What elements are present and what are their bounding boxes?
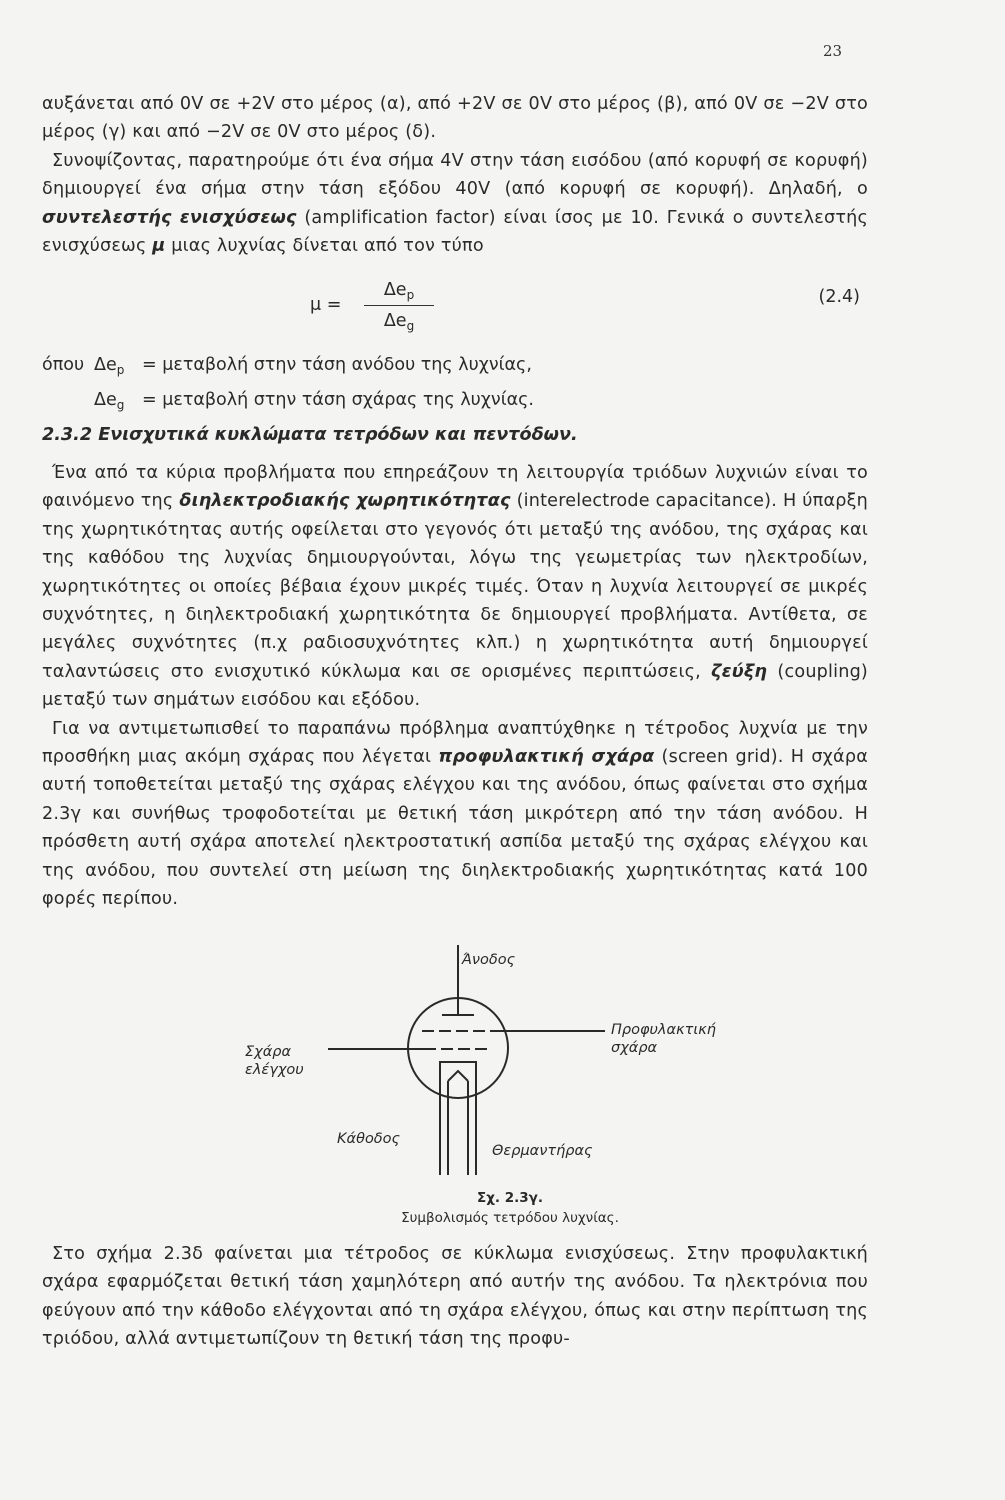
label-anode: Άνοδος [462,952,516,968]
figure-caption [300,1188,720,1228]
term-amplification-factor: συντελεστής ενισχύσεως [42,207,297,228]
label-cathode: Κάθοδος [337,1131,401,1147]
equation-lhs: μ = [310,295,342,315]
equation-definitions [42,350,534,420]
page-number: 23 [823,42,843,60]
definition-row: όπου $\Delta e_p$ = μεταβολή στην τάση ανόδου της λυχνίας, [42,355,532,377]
label-screen-grid: Προφυλακτική σχάρα [611,1022,716,1056]
paragraph-2: Συνοψίζοντας, παρατηρούμε ότι ένα σήμα 4V στην τάση εισόδου (από κορυφή σε κορυφή) δημιουργεί ένα σήμα στην τάση εξόδου 40V (από κορυφή σε κορυφή). Δηλαδή, ο συντελεστής ενισχύσεως (amplification factor) είναι ίσος με 10. Γενικά ο συντελεστής ενισχύσεως μ μιας λυχνίας δίνεται από τον τύπο [42,150,868,257]
term-screen-grid: προφυλακτική σχάρα [438,747,655,768]
tetrode-figure [230,945,750,1185]
label-control-grid: Σχάρα ελέγχου [245,1044,304,1078]
label-heater: Θερμαντήρας [492,1143,593,1159]
equation-fraction [358,275,440,336]
cathode [440,1062,476,1070]
definition-row: $\Delta e_g$ = μεταβολή στην τάση σχάρας της λυχνίας. [94,390,534,412]
paragraph-3: Ένα από τα κύρια προβλήματα που επηρεάζουν τη λειτουργία τριόδων λυχνιών είναι το φαινόμενο της διηλεκτροδιακής χωρητικότητας (interelectrode capacitance). Η ύπαρξη της χωρητικότητας αυτής οφείλεται στο γεγονός ότι μεταξύ της ανόδου, της σχάρας και της καθόδου της λυχνίας δημιουργούνται, λόγω της γεωμετρίας των ηλεκτροδίων, χωρητικότητες οι οποίες βέβαια έχουν μικρές τιμές. Όταν η λυχνία λειτουργεί σε μικρές συχνότητες, η διηλεκτροδιακή χωρητικότητα δε δημιουργεί προβλήματα. Αντίθετα, σε μεγάλες συχνότητες (π.χ ραδιοσυχνότητες κλπ.) η χωρητικότητα αυτή δημιουργεί ταλαντώσεις στο ενισχυτικό κύκλωμα και σε ορισμένες περιπτώσεις, ζεύξη (coupling) μεταξύ των σημάτων εισόδου και εξόδου. [42,463,868,711]
term-interelectrode-capacitance: διηλεκτροδιακής χωρητικότητας [179,491,511,512]
equation-denominator: $\Delta e_g$ [383,311,415,333]
term-coupling: ζεύξη [711,661,768,682]
heater [448,1071,468,1081]
closing-text [42,1240,868,1354]
paragraph-1: αυξάνεται από 0V σε +2V στο μέρος (α), από +2V σε 0V στο μέρος (β), από 0V σε −2V στο μέρος (γ) και από −2V σε 0V στο μέρος (δ). [42,94,868,143]
section-body [42,459,868,914]
figure-caption-text: Συμβολισμός τετρόδου λυχνίας. [401,1210,619,1226]
paragraph-5: Στο σχήμα 2.3δ φαίνεται μια τέτροδος σε κύκλωμα ενισχύσεως. Στην προφυλακτική σχάρα εφαρμόζεται θετική τάση χαμηλότερη από αυτήν της ανόδου. Τα ηλεκτρόνια που φεύγουν από την κάθοδο ελέγχονται από τη σχάρα ελέγχου, όπως και στην περίπτωση της τριόδου, αλλά αντιμετωπίζουν τη θετική τάση της προφυ- [42,1244,868,1350]
equation-2-4 [300,275,870,345]
section-heading: 2.3.2 Ενισχυτικά κυκλώματα τετρόδων και πεντόδων. [42,425,578,445]
figure-number: Σχ. 2.3γ. [477,1190,543,1206]
paragraph-4: Για να αντιμετωπισθεί το παραπάνω πρόβλημα αναπτύχθηκε η τέτροδος λυχνία με την προσθήκη μιας ακόμη σχάρας που λέγεται προφυλακτική σχάρα (screen grid). Η σχάρα αυτή τοποθετείται μεταξύ της σχάρας ελέγχου και της ανόδου, όπως φαίνεται στο σχήμα 2.3γ και συνήθως τροφοδοτείται με θετική τάση μικρότερη από την τάση ανόδου. Η πρόσθετη αυτή σχάρα αποτελεί ηλεκτροστατική ασπίδα μεταξύ της σχάρας ελέγχου και της ανόδου, που συντελεί στη μείωση της διηλεκτροδιακής χωρητικότητας κατά 100 φορές περίπου. [42,718,869,910]
tetrode-symbol-diagram [230,945,750,1185]
equation-numerator: $\Delta e_p$ [383,280,415,302]
equation-tag: (2.4) [818,287,860,307]
intro-text [42,90,868,260]
